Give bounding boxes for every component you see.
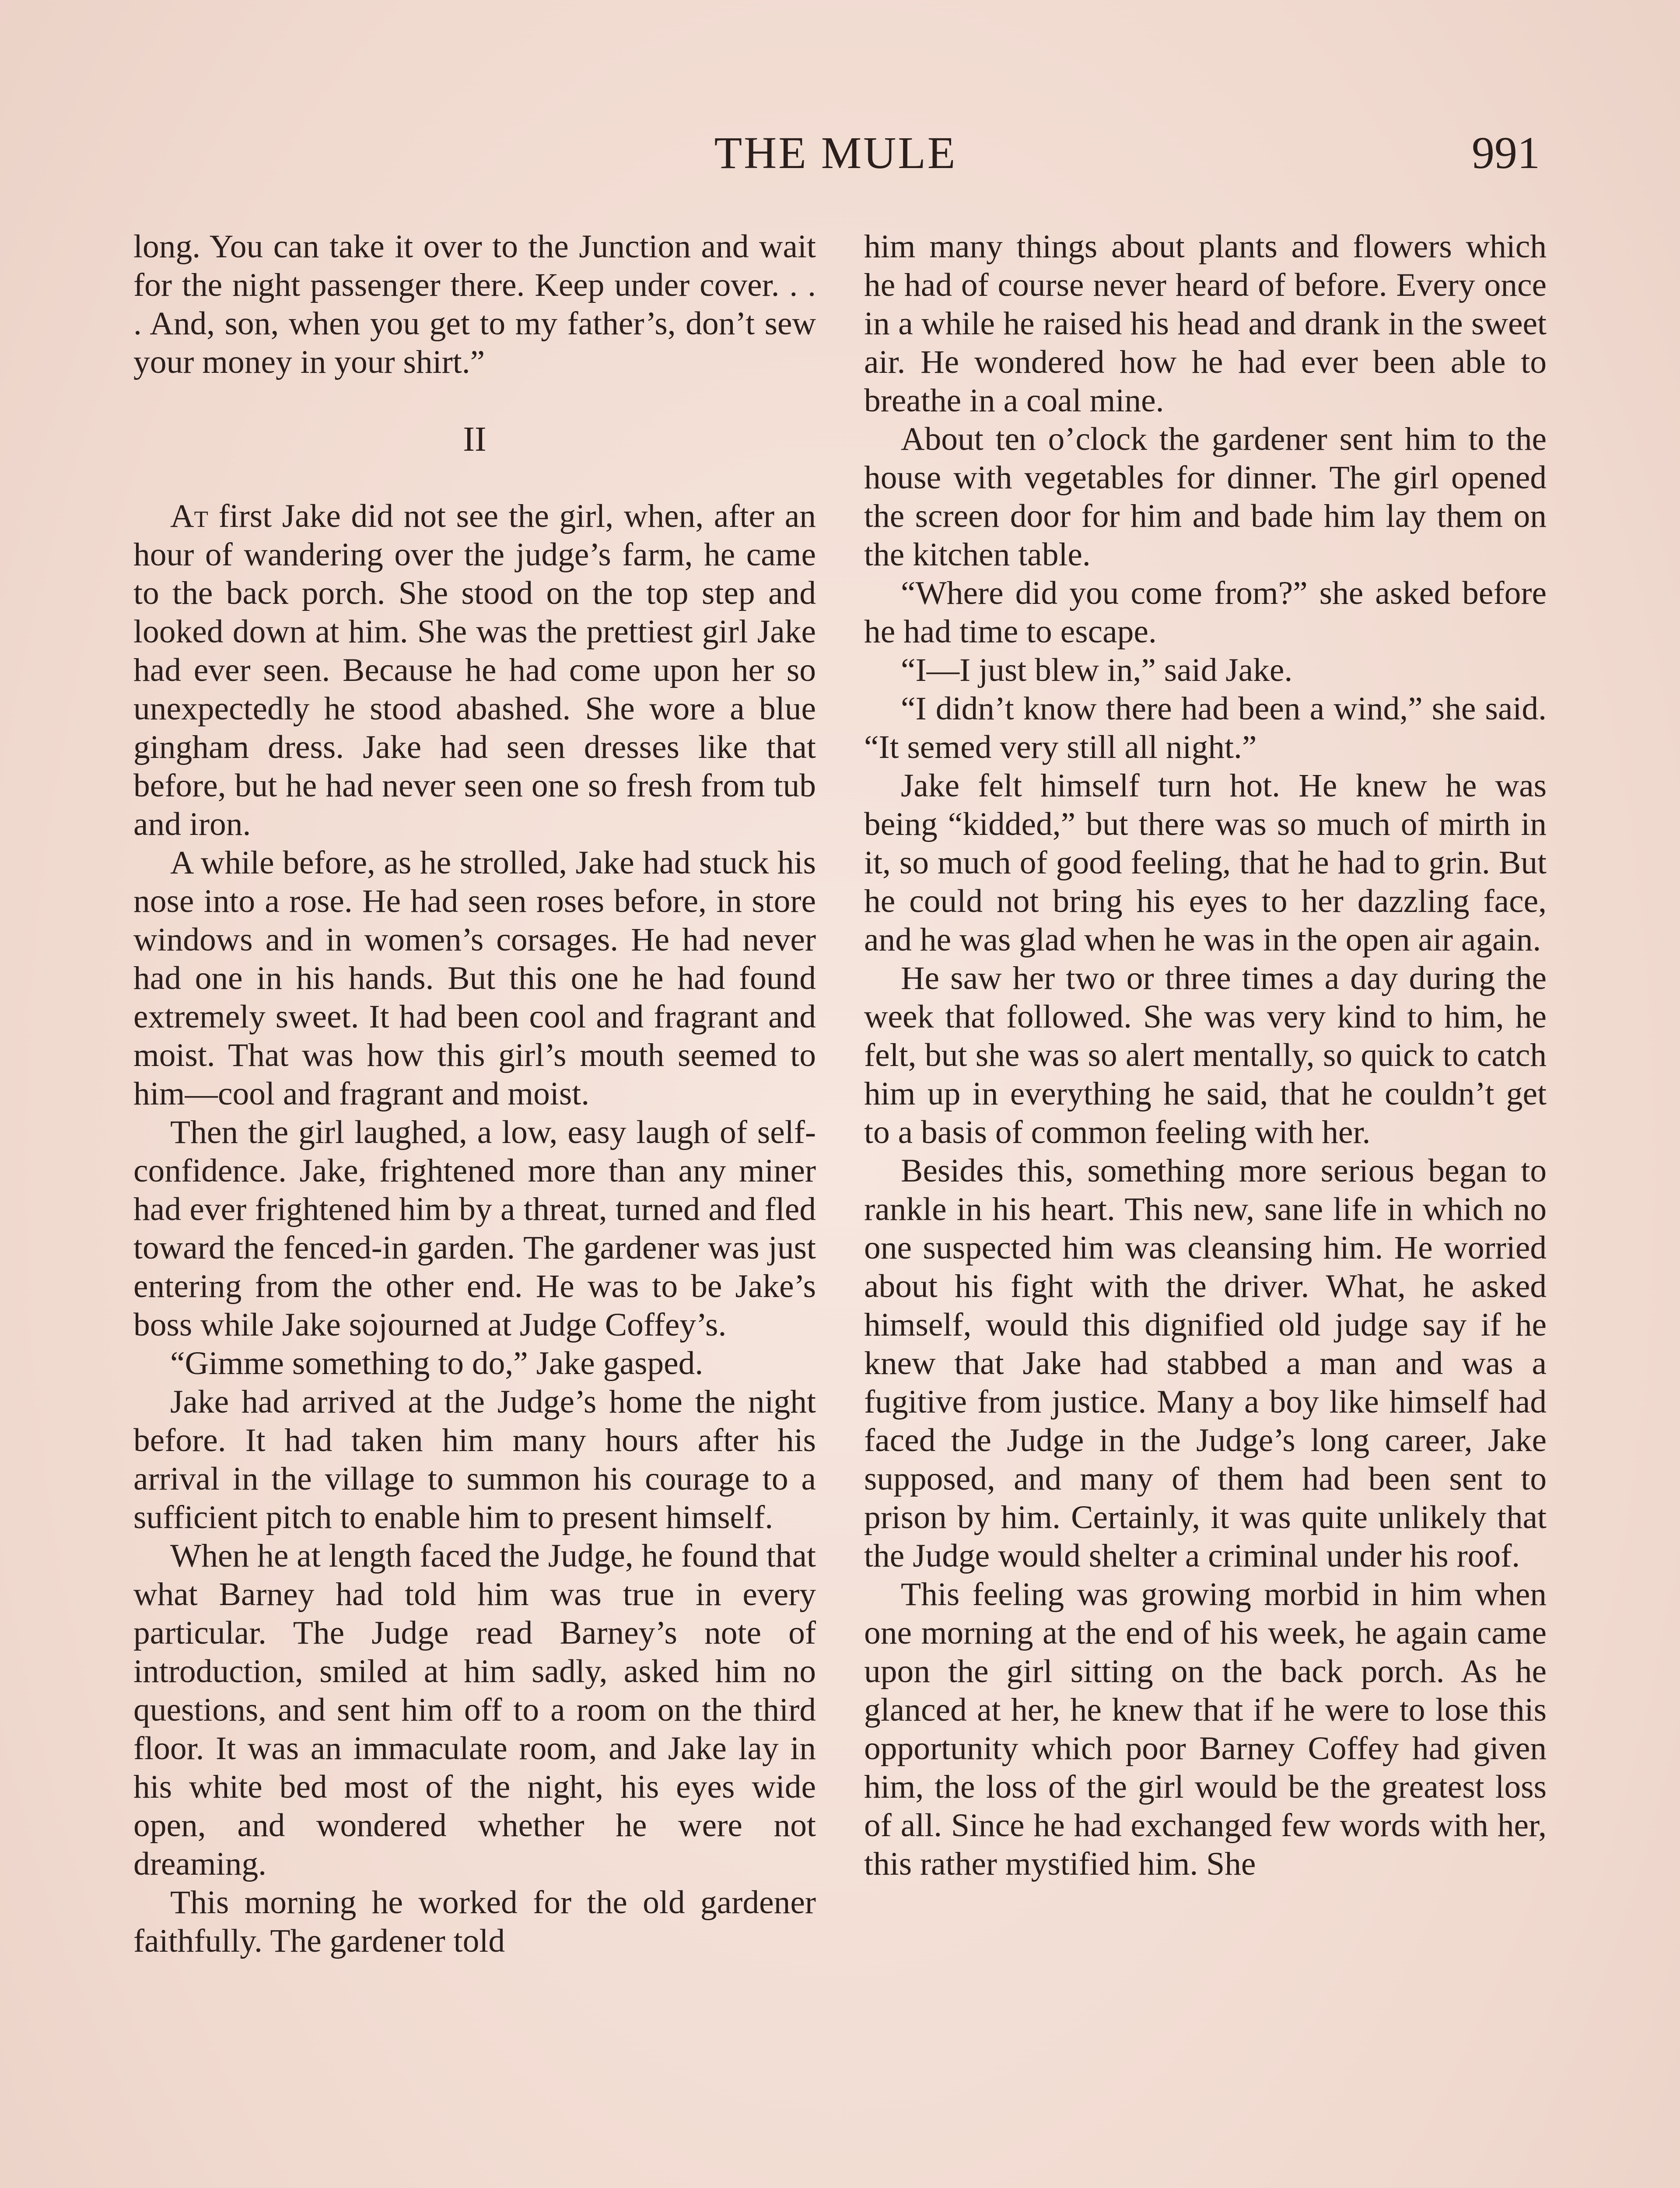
paragraph: “Where did you come from?” she asked before he had time to escape.	[864, 575, 1547, 650]
left-column	[133, 228, 816, 1960]
page-header	[131, 127, 1540, 188]
paragraph: Jake felt himself turn hot. He knew he was being “kidded,” but there was so much of mirth in it, so much of good feeling, that he had to grin. But he could not bring his eyes to her dazzling face, and he was glad when he was in the open air again.	[864, 768, 1547, 958]
paragraph: long. You can take it over to the Junction and wait for the night passenger there. Keep under cover. . . . And, son, when you get to my father’s, don’t sew your money in your shirt.”	[133, 228, 816, 380]
paragraph: When he at length faced the Judge, he found that what Barney had told him was true in every particular. The Judge read Barney’s note of introduction, smiled at him sadly, asked him no questions, and sent him off to a room on the third floor. It was an immaculate room, and Jake lay in his white bed most of the night, his eyes wide open, and wondered whether he were not dreaming.	[133, 1538, 816, 1882]
paragraph-text: first Jake did not see the girl, when, after an hour of wandering over the judge’s farm, he came to the back porch. She stood on the top step and looked down at him. She was the prettiest girl Jake had ever seen. Because he had come upon her so unexpectedly he stood abashed. She wore a blue gingham dress. Jake had seen dresses like that before, but he had never seen one so fresh from tub and iron.	[133, 498, 816, 842]
paragraph: About ten o’clock the gardener sent him to the house with vegetables for dinner. The girl opened the screen door for him and bade him lay them on the kitchen table.	[864, 421, 1547, 573]
paragraph: him many things about plants and flowers which he had of course never heard of before. Every once in a while he raised his head and drank in the sweet air. He wondered how he had ever been able to breathe in a coal mine.	[864, 228, 1547, 419]
paragraph: “I—I just blew in,” said Jake.	[901, 652, 1293, 688]
paragraph: Besides this, something more serious began to rankle in his heart. This new, sane life in which no one suspected him was cleansing him. He worried about his fight with the driver. What, he asked himself, would this dignified old judge say if he knew that Jake had stabbed a man and was a fugitive from justice. Many a boy like himself had faced the Judge in the Judge’s long career, Jake supposed, and many of them had been sent to prison by him. Certainly, it was quite unlikely that the Judge would shelter a criminal under his roof.	[864, 1153, 1547, 1574]
paragraph: He saw her two or three times a day during the week that followed. She was very kind to him, he felt, but she was so alert mentally, so quick to catch him up in everything he said, that he couldn’t get to a basis of common feeling with her.	[864, 960, 1547, 1150]
paragraph: A while before, as he strolled, Jake had stuck his nose into a rose. He had seen roses before, in store windows and in women’s corsages. He had never had one in his hands. But this one he had found extremely sweet. It had been cool and fragrant and moist. That was how this girl’s mouth seemed to him—cool and fragrant and moist.	[133, 845, 816, 1112]
paragraph	[133, 497, 816, 844]
paragraph: “Gimme something to do,” Jake gasped.	[170, 1345, 704, 1382]
section-heading: II	[463, 420, 486, 459]
drop-lead-word: At	[170, 498, 208, 534]
paragraph: Then the girl laughed, a low, easy laugh of self-confidence. Jake, frightened more than any miner had ever frightened him by a threat, turned and fled toward the fenced-in garden. The gardener was just entering from the other end. He was to be Jake’s boss while Jake sojourned at Judge Coffey’s.	[133, 1114, 816, 1343]
paragraph: Jake had arrived at the Judge’s home the night before. It had taken him many hours after his arrival in the village to summon his courage to a sufficient pitch to enable him to present himself.	[133, 1384, 816, 1536]
right-column	[864, 228, 1547, 1883]
page-number: 991	[1472, 128, 1540, 178]
paragraph: This feeling was growing morbid in him when one morning at the end of his week, he again came upon the girl sitting on the back porch. As he glanced at her, he knew that if he were to lose this opportunity which poor Barney Coffey had given him, the loss of the girl would be the greatest loss of all. Since he had exchanged few words with her, this rather mystified him. She	[864, 1576, 1547, 1882]
running-title: THE MULE	[714, 128, 957, 178]
paragraph: This morning he worked for the old gardener faithfully. The gardener told	[133, 1884, 816, 1959]
paragraph: “I didn’t know there had been a wind,” she said. “It semed very still all night.”	[864, 691, 1547, 765]
